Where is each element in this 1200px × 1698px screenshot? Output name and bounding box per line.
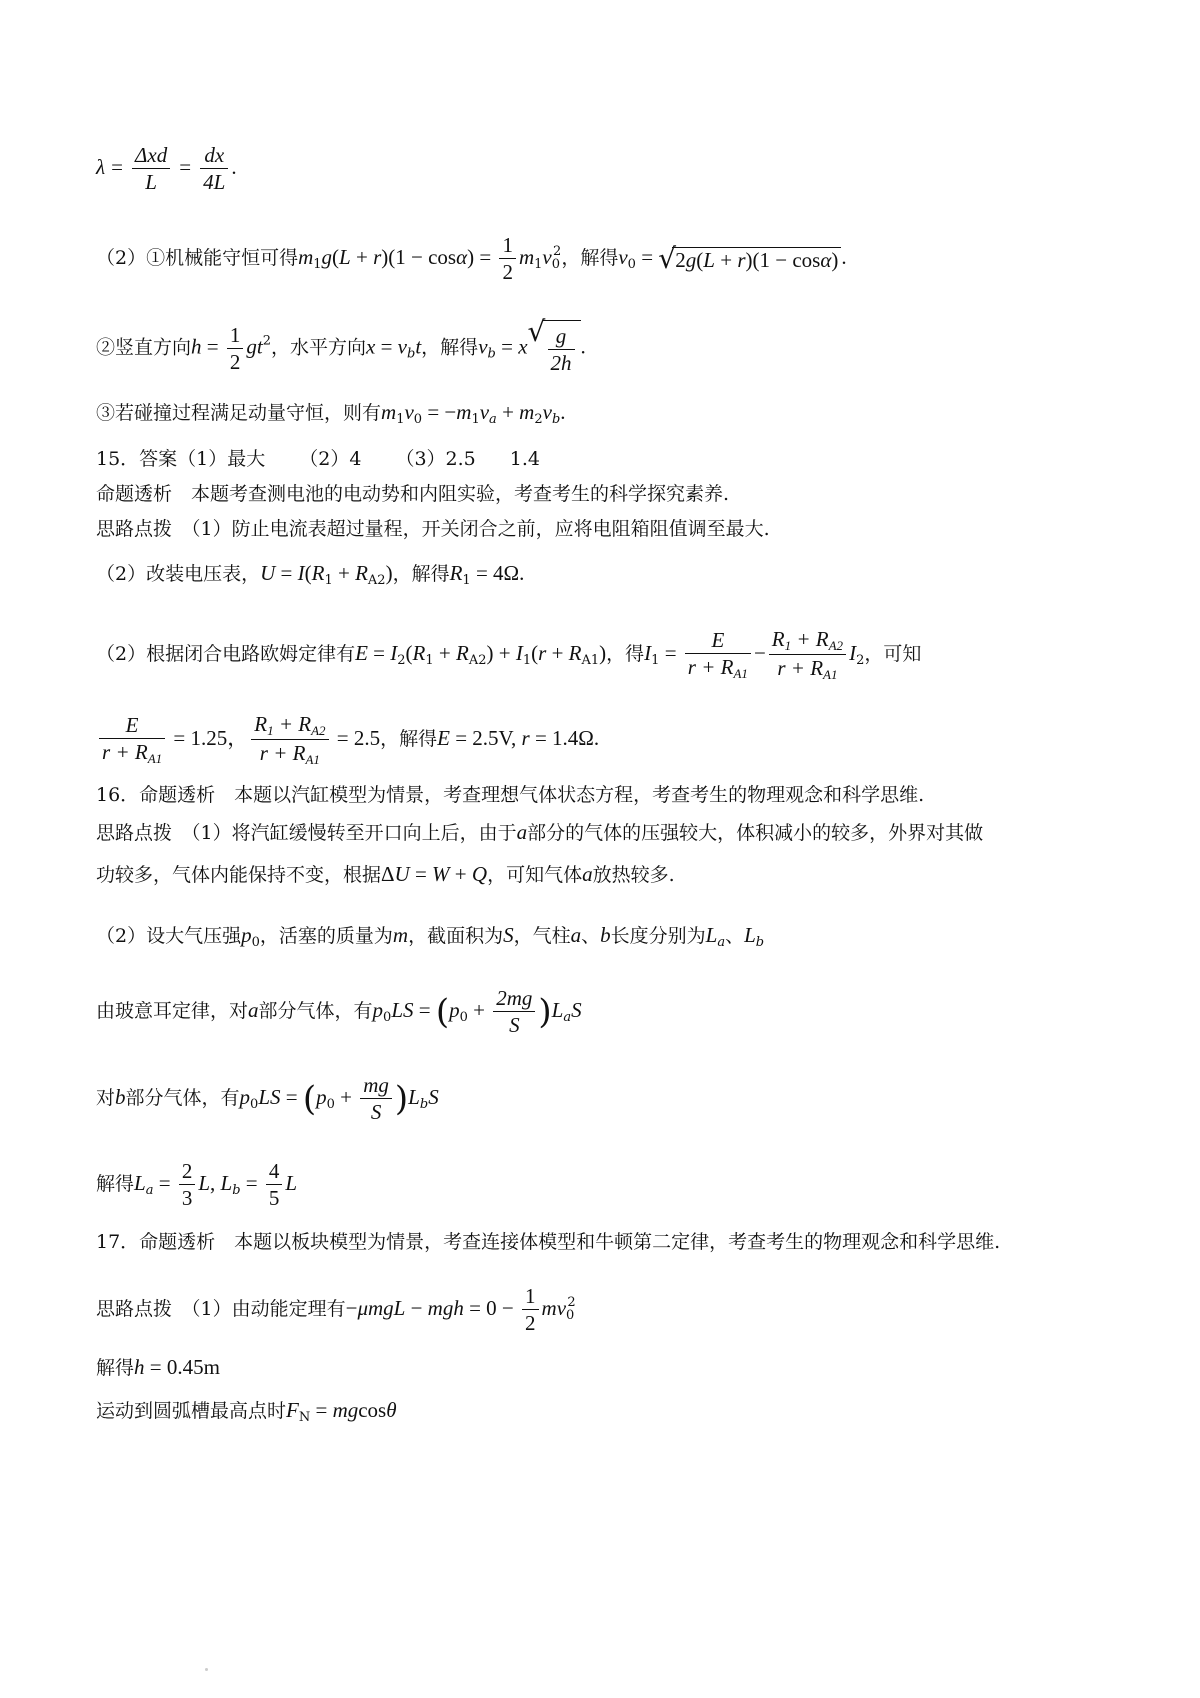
text-segment: ③若碰撞过程满足动量守恒，则有: [96, 402, 382, 424]
text-segment: ，可知气体: [487, 864, 583, 886]
q16-hint1b: 功较多，气体内能保持不变，根据ΔU = W + Q，可知气体a放热较多.: [96, 862, 675, 886]
text-segment: ，气柱: [513, 925, 571, 947]
text-segment: 、: [581, 925, 601, 947]
scan-mark: [205, 1668, 208, 1671]
text-segment: 由玻意耳定律，对: [96, 999, 249, 1022]
text-segment: （2）根据闭合电路欧姆定律有: [96, 642, 356, 665]
text-segment: （2）①机械能守恒可得: [96, 246, 299, 269]
text-segment: ，解得: [421, 336, 479, 359]
q17-hint1: 思路点拨 （1）由动能定理有−μmgL − mgh = 0 − $\frac{1}{2}$ $mv_0^2$: [96, 1284, 576, 1336]
q17-intent: 17．命题透析 本题以板块模型为情景，考查连接体模型和牛顿第二定律，考查考生的物理观念和科学思维.: [96, 1231, 1001, 1253]
text-segment: （2）改装电压表，: [96, 563, 261, 585]
text-segment: ，得: [606, 642, 645, 665]
text-segment: 15．答案（1）最大: [96, 448, 266, 470]
text-segment: 思路点拨 （1）由动能定理有: [96, 1297, 346, 1320]
text-segment: （2）4: [299, 448, 362, 470]
q16-boyle-b: 对b部分气体，有$p_0LS = (p_0$ + $\frac{mg}{S}$ )$L_bS$: [96, 1073, 439, 1125]
text-segment: 解得: [96, 1172, 135, 1195]
text-segment: （2）设大气压强: [96, 925, 242, 947]
text-segment: ，解得: [380, 727, 438, 750]
text-segment: ，活塞的质量为: [259, 925, 393, 947]
text-segment: ，可知: [864, 642, 922, 665]
text-segment: 、: [725, 925, 745, 947]
text-segment: 部分的气体的压强较大，体积减小的较多，外界对其做: [527, 822, 984, 844]
text-segment: 部分气体，有: [258, 999, 373, 1022]
q17-solution: 解得h = 0.45m: [96, 1355, 220, 1379]
text-segment: （3）2.5: [395, 448, 476, 470]
q16-boyle-a: 由玻意耳定律，对a部分气体，有$p_0LS = (p_0$ + $\frac{2mg}{S}$ )$L_aS$: [96, 986, 582, 1038]
text-segment: 功较多，气体内能保持不变，根据: [96, 864, 382, 886]
q15-voltmeter-line: （2）改装电压表，$U = I(R_1 + R_{A2})$，解得$R_1 = 4\Omega$.: [96, 561, 525, 588]
text-segment: ②竖直方向: [96, 336, 192, 359]
text-segment: 解得: [96, 1357, 135, 1379]
energy-conservation-line: （2）①机械能守恒可得$m_1g(L + r)(1 - \cos\alpha)$ = $\frac{1}{2}$ $m_1v_0^2$，解得$v_0$ = √ 2g(L + r)(1 − cosα) .: [96, 233, 847, 285]
text-segment: ，水平方向: [270, 336, 366, 359]
text-segment: ，解得: [392, 563, 450, 585]
q16-solution: 解得$L_a$ = $\frac{2}{3}$ L, $L_b$ = $\frac{4}{5}$ L: [96, 1159, 298, 1211]
momentum-line: ③若碰撞过程满足动量守恒，则有$m_1v_0 = -m_1v_a + m_2v_b$.: [96, 400, 566, 427]
q15-ohm-line: （2）根据闭合电路欧姆定律有$E = I_2(R_1 + R_{A2}) + I_1(r + R_{A1})$，得$I_1$ = $\frac{E}{r + R_{A1}}$ − $\frac{R_1 + R_{A2}}{r + R_{A1}}$ $I_2$，可知: [96, 627, 922, 683]
text-segment: 部分气体，有: [125, 1086, 240, 1109]
q16-intent: 16．命题透析 本题以汽缸模型为情景，考查理想气体状态方程，考查考生的物理观念和科学思维.: [96, 784, 925, 806]
projectile-line: ②竖直方向h = $\frac{1}{2}$ $gt^2$，水平方向$x = v_bt$，解得$v_b = x$ √ $\frac{g}{2h}$ .: [96, 315, 586, 376]
text-segment: 1.4: [509, 448, 540, 470]
q15-hint1: 思路点拨 （1）防止电流表超过量程，开关闭合之前，应将电阻箱阻值调至最大.: [96, 518, 770, 540]
text-segment: 运动到圆弧槽最高点时: [96, 1400, 287, 1422]
text-segment: 放热较多.: [592, 864, 675, 886]
text-segment: ，截面积为: [408, 925, 504, 947]
wavelength-formula: λ = $\frac{\text{Δxd}}{L}$ = $\frac{dx}{4L}$ .: [96, 143, 237, 195]
text-segment: 长度分别为: [610, 925, 706, 947]
q16-hint1a: 思路点拨 （1）将汽缸缓慢转至开口向上后，由于a部分的气体的压强较大，体积减小的较多，外界对其做: [96, 820, 984, 844]
text-segment: 对: [96, 1086, 116, 1109]
text-segment: ，解得: [561, 246, 619, 269]
q15-answer: [96, 450, 540, 469]
text-segment: 思路点拨 （1）将汽缸缓慢转至开口向上后，由于: [96, 822, 517, 844]
q16-setup: （2）设大气压强$p_0$，活塞的质量为m，截面积为S，气柱a、b长度分别为$L_a$、$L_b$: [96, 923, 765, 950]
q15-intent: 命题透析 本题考查测电池的电动势和内阻实验，考查考生的科学探究素养.: [96, 483, 730, 505]
q17-normal-force: 运动到圆弧槽最高点时$F_N = mgcos\theta$: [96, 1398, 397, 1425]
q15-result-line: $\frac{E}{r + R_{A1}}$ = 1.25， $\frac{R_1 + R_{A2}}{r + R_{A1}}$ = 2.5，解得E = 2.5V, r = 1.4Ω.: [96, 711, 599, 769]
